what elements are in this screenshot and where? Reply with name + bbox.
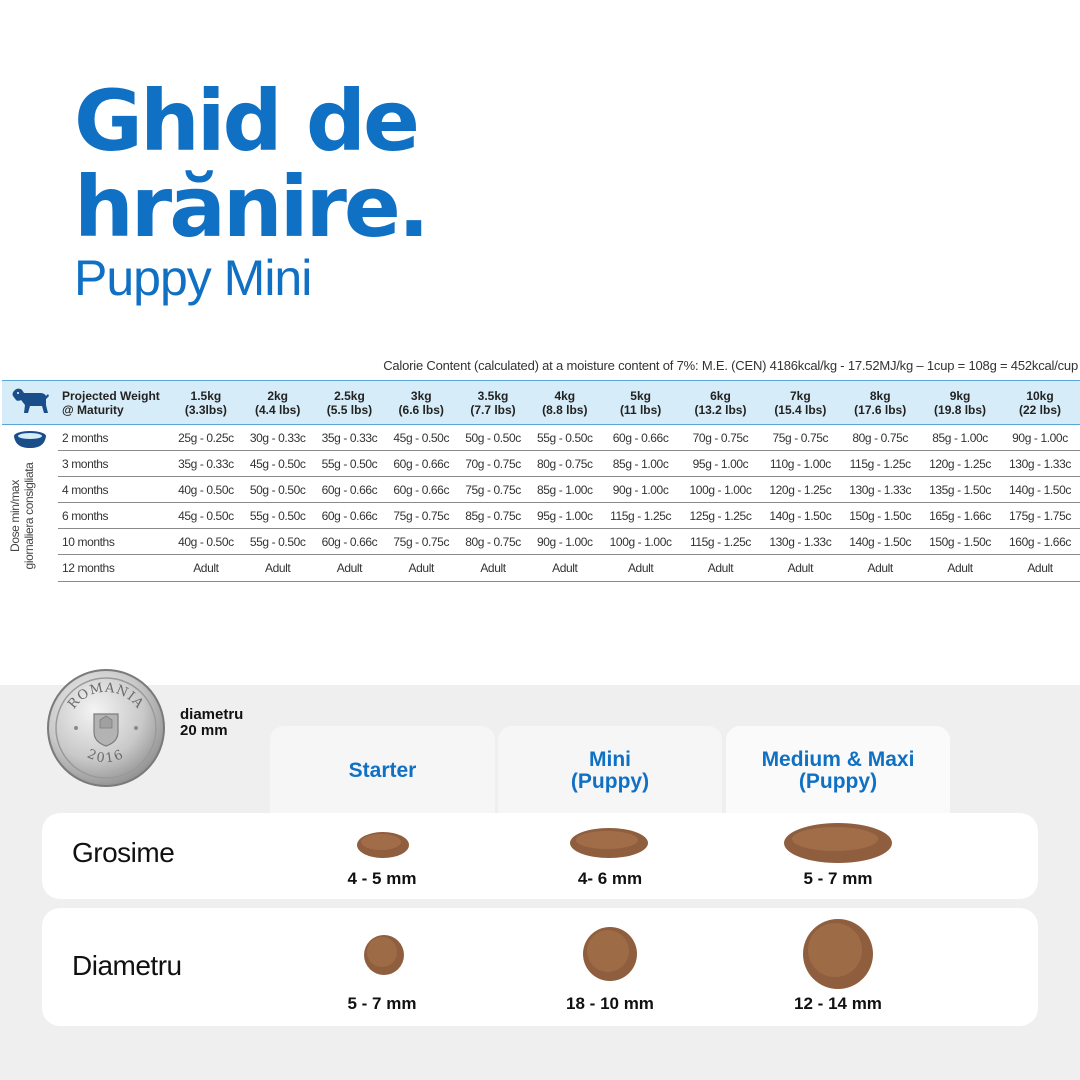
table-row <box>2 425 1080 451</box>
dose-cell: Adult <box>601 555 681 581</box>
dose-cell: 50g - 0.50c <box>242 477 314 503</box>
dose-cell: 85g - 1.00c <box>529 477 601 503</box>
dose-cell: 120g - 1.25c <box>920 451 1000 477</box>
dose-cell: 115g - 1.25c <box>681 529 761 555</box>
dose-cell: 140g - 1.50c <box>760 503 840 529</box>
weight-header: 3kg (6.6 lbs) <box>385 381 457 425</box>
kibble-side-large <box>783 821 893 865</box>
dose-cell: 55g - 0.50c <box>242 529 314 555</box>
dose-cell: 60g - 0.66c <box>314 503 386 529</box>
dose-cell: 140g - 1.50c <box>840 529 920 555</box>
dose-cell: 130g - 1.33c <box>840 477 920 503</box>
diametru-label: Diametru <box>72 950 182 981</box>
dose-cell: 130g - 1.33c <box>760 529 840 555</box>
dose-cell: Adult <box>920 555 1000 581</box>
dose-cell: 115g - 1.25c <box>601 503 681 529</box>
age-cell: 2 months <box>58 425 170 451</box>
dose-cell: 45g - 0.50c <box>385 425 457 451</box>
dose-side-label: Dose min/max giornaliera consigliata <box>8 462 36 570</box>
coin-image <box>46 668 166 788</box>
table-row <box>2 555 1080 581</box>
kibble-top-large <box>802 918 874 990</box>
dose-cell: 175g - 1.75c <box>1000 503 1080 529</box>
dose-cell: 85g - 1.00c <box>920 425 1000 451</box>
dose-cell: 150g - 1.50c <box>840 503 920 529</box>
dose-cell: 75g - 0.75c <box>385 503 457 529</box>
coin-diameter-label: diametru 20 mm <box>180 706 244 739</box>
grosime-label: Grosime <box>72 837 175 868</box>
dose-cell: 75g - 0.75c <box>385 529 457 555</box>
dose-cell: 40g - 0.50c <box>170 529 242 555</box>
dose-cell: Adult <box>681 555 761 581</box>
dose-cell: 60g - 0.66c <box>385 477 457 503</box>
dose-cell: 70g - 0.75c <box>681 425 761 451</box>
dose-cell: 45g - 0.50c <box>170 503 242 529</box>
kibble-side-small <box>356 830 410 860</box>
dose-cell: 95g - 1.00c <box>529 503 601 529</box>
dose-cell: 85g - 1.00c <box>601 451 681 477</box>
grosime-value-mini: 4- 6 mm <box>577 869 643 888</box>
weight-header: 2.5kg (5.5 lbs) <box>314 381 386 425</box>
weight-header: 9kg (19.8 lbs) <box>920 381 1000 425</box>
dose-cell: 35g - 0.33c <box>314 425 386 451</box>
dose-cell: 75g - 0.75c <box>457 477 529 503</box>
dose-cell: 135g - 1.50c <box>920 477 1000 503</box>
dose-cell: 125g - 1.25c <box>681 503 761 529</box>
dog-icon-cell <box>2 381 58 425</box>
calorie-content: Calorie Content (calculated) at a moisture content of 7%: M.E. (CEN) 4186kcal/kg - 17.52MJ/kg – 1cup = 108g = 452kcal/cup <box>383 358 1078 373</box>
dose-cell: 60g - 0.66c <box>385 451 457 477</box>
dose-cell: 160g - 1.66c <box>1000 529 1080 555</box>
dose-cell: Adult <box>242 555 314 581</box>
age-cell: 4 months <box>58 477 170 503</box>
dose-cell: 90g - 1.00c <box>529 529 601 555</box>
age-cell: 3 months <box>58 451 170 477</box>
kibble-side-medium <box>569 826 649 860</box>
dose-cell: 80g - 0.75c <box>529 451 601 477</box>
title-line-1: Ghid de <box>74 72 418 170</box>
diametru-value-mini: 18 - 10 mm <box>566 994 654 1013</box>
diametru-card <box>42 908 1038 1026</box>
dose-cell: Adult <box>457 555 529 581</box>
dose-cell: 165g - 1.66c <box>920 503 1000 529</box>
dose-cell: Adult <box>840 555 920 581</box>
dose-cell: 55g - 0.50c <box>314 451 386 477</box>
weight-header: 2kg (4.4 lbs) <box>242 381 314 425</box>
weight-header: 1.5kg (3.3lbs) <box>170 381 242 425</box>
dose-cell: 95g - 1.00c <box>681 451 761 477</box>
feeding-table <box>2 380 1080 582</box>
dose-cell: 110g - 1.00c <box>760 451 840 477</box>
subtitle: Puppy Mini <box>74 250 312 306</box>
dose-cell: 35g - 0.33c <box>170 451 242 477</box>
kibble-top-small <box>363 934 405 976</box>
dose-cell: Adult <box>1000 555 1080 581</box>
dose-cell: Adult <box>170 555 242 581</box>
dose-cell: 60g - 0.66c <box>314 529 386 555</box>
dose-cell: 40g - 0.50c <box>170 477 242 503</box>
grosime-value-starter: 4 - 5 mm <box>347 869 417 888</box>
dose-cell: 100g - 1.00c <box>681 477 761 503</box>
tab-starter: Starter <box>270 726 495 816</box>
dose-cell: 50g - 0.50c <box>457 425 529 451</box>
weight-header: 6kg (13.2 lbs) <box>681 381 761 425</box>
coin-top-text: ROMANIA <box>65 680 147 712</box>
age-cell: 12 months <box>58 555 170 581</box>
tab-medium-maxi-puppy: Medium & Maxi (Puppy) <box>726 726 950 816</box>
dose-cell: 130g - 1.33c <box>1000 451 1080 477</box>
tab-mini-puppy: Mini (Puppy) <box>498 726 722 816</box>
weight-header: 4kg (8.8 lbs) <box>529 381 601 425</box>
projected-weight-header: Projected Weight @ Maturity <box>58 381 170 425</box>
title-line-2: hrănire. <box>74 158 427 256</box>
weight-header: 10kg (22 lbs) <box>1000 381 1080 425</box>
title-block <box>74 72 427 306</box>
weight-header: 7kg (15.4 lbs) <box>760 381 840 425</box>
dose-cell: 55g - 0.50c <box>242 503 314 529</box>
diametru-value-maxi: 12 - 14 mm <box>794 994 882 1013</box>
grosime-value-maxi: 5 - 7 mm <box>803 869 873 888</box>
dose-cell: 70g - 0.75c <box>457 451 529 477</box>
dose-cell: Adult <box>314 555 386 581</box>
dose-cell: 115g - 1.25c <box>840 451 920 477</box>
dose-cell: 30g - 0.33c <box>242 425 314 451</box>
dose-cell: 60g - 0.66c <box>601 425 681 451</box>
age-cell: 6 months <box>58 503 170 529</box>
table-header-row <box>2 381 1080 425</box>
dog-icon <box>10 385 50 417</box>
diametru-value-starter: 5 - 7 mm <box>347 994 417 1013</box>
dose-cell: 25g - 0.25c <box>170 425 242 451</box>
grosime-card <box>42 813 1038 899</box>
table-row <box>2 451 1080 477</box>
table-row <box>2 529 1080 555</box>
dose-cell: 150g - 1.50c <box>920 529 1000 555</box>
dose-cell: 80g - 0.75c <box>457 529 529 555</box>
dose-cell: 75g - 0.75c <box>760 425 840 451</box>
table-row <box>2 503 1080 529</box>
dose-cell: 45g - 0.50c <box>242 451 314 477</box>
dose-cell: Adult <box>760 555 840 581</box>
dose-cell: Adult <box>385 555 457 581</box>
dose-cell: 80g - 0.75c <box>840 425 920 451</box>
kibble-top-medium <box>582 926 638 982</box>
dose-cell: 85g - 0.75c <box>457 503 529 529</box>
age-cell: 10 months <box>58 529 170 555</box>
dose-cell: 90g - 1.00c <box>1000 425 1080 451</box>
dose-cell: 55g - 0.50c <box>529 425 601 451</box>
dose-cell: 140g - 1.50c <box>1000 477 1080 503</box>
weight-header: 5kg (11 lbs) <box>601 381 681 425</box>
dose-cell: 90g - 1.00c <box>601 477 681 503</box>
dose-cell: 60g - 0.66c <box>314 477 386 503</box>
dose-cell: Adult <box>529 555 601 581</box>
coin-year-text: 2016 <box>84 746 128 767</box>
weight-header: 8kg (17.6 lbs) <box>840 381 920 425</box>
dose-cell: 120g - 1.25c <box>760 477 840 503</box>
dose-side-cell <box>2 425 58 582</box>
table-row <box>2 477 1080 503</box>
dose-cell: 100g - 1.00c <box>601 529 681 555</box>
weight-header: 3.5kg (7.7 lbs) <box>457 381 529 425</box>
